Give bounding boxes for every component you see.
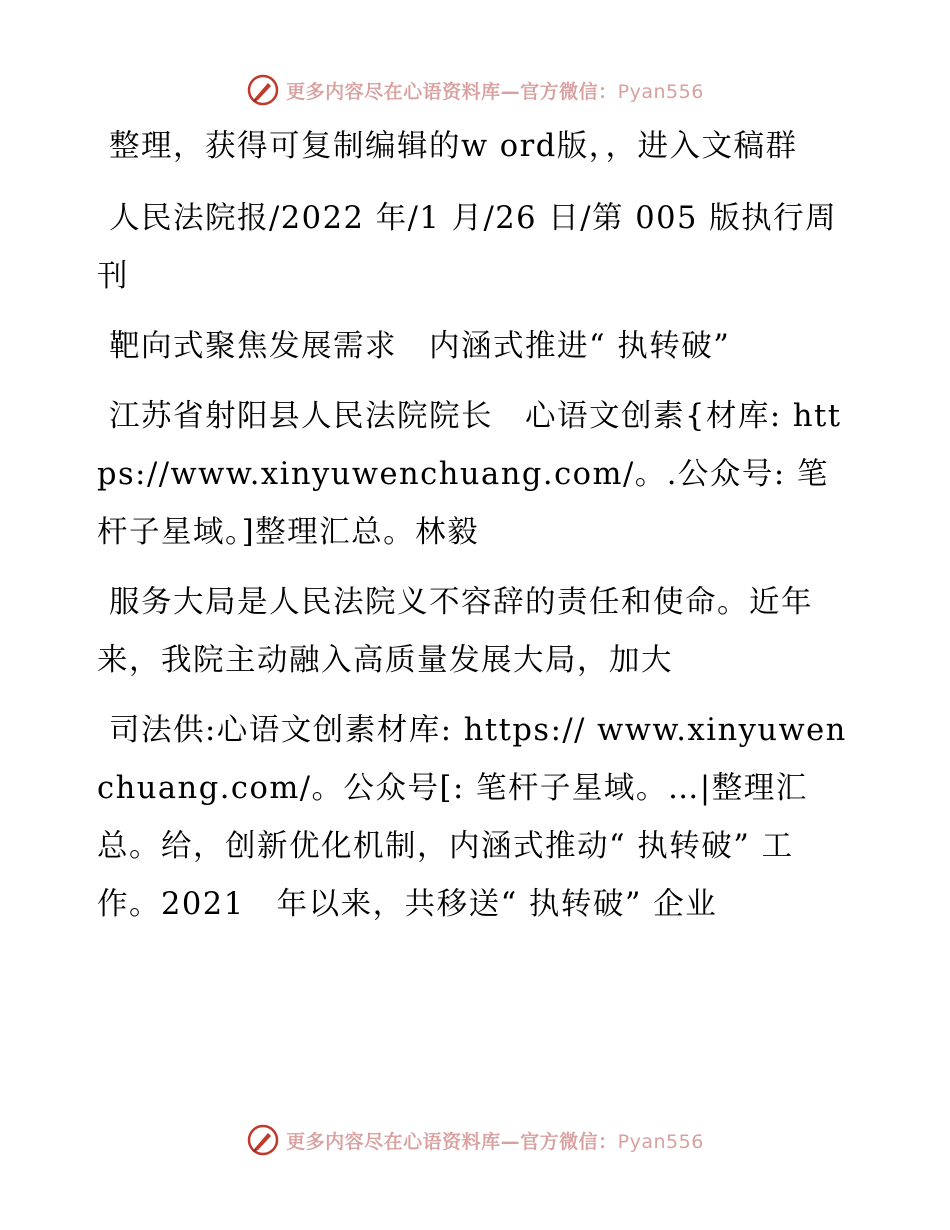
pen-logo-icon: [246, 1123, 280, 1157]
paragraph-body-2: 司法供:心语文创素材库: https:// www.xinyuwenchuang.com/。公众号[: 笔杆子星域。…|整理汇总。给，创新优化机制，内涵式推动“ 执转破” 工作。2021 年以来，共移送“ 执转破” 企业: [97, 713, 847, 922]
paragraph-author: 江苏省射阳县人民法院院长 心语文创素{材库: https://www.xinyuwenchuang.com/。.公众号: 笔杆子星域。]整理汇总。林毅: [97, 399, 842, 550]
paragraph-title: 靶向式聚焦发展需求 内涵式推进“ 执转破”: [109, 329, 731, 364]
footer-wechat-id: Pyan556: [617, 1130, 704, 1153]
footer-banner-text: 更多内容尽在心语资料库—官方微信：Pyan556: [286, 1130, 704, 1153]
paragraph-source: 人民法院报/2022 年/1 月/26 日/第 005 版执行周刊: [97, 201, 838, 294]
pen-logo-icon: [246, 73, 280, 107]
header-banner: [0, 70, 950, 110]
footer-banner: [0, 1120, 950, 1160]
header-banner-text: 更多内容尽在心语资料库—官方微信：Pyan556: [286, 80, 704, 103]
document-body: [97, 118, 857, 948]
paragraph-body-1: 服务大局是人民法院义不容辞的责任和使命。近年来，我院主动融入高质量发展大局，加大: [97, 585, 813, 678]
header-wechat-id: Pyan556: [617, 80, 704, 103]
paragraph-intro: 整理，获得可复制编辑的w ord版，，进入文稿群: [109, 129, 798, 164]
